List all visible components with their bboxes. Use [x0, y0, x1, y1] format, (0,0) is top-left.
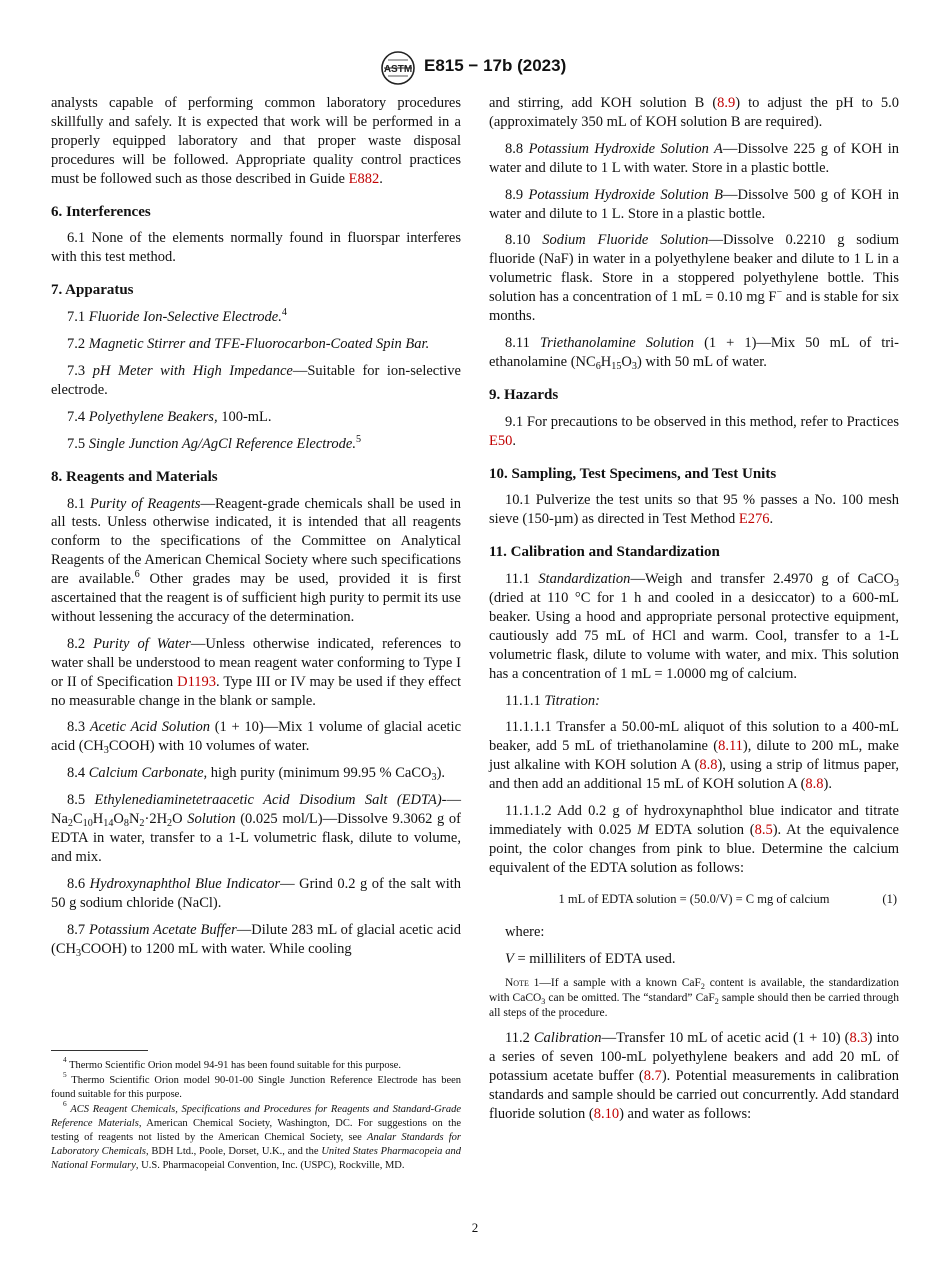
section-9-heading: 9. Hazards [489, 386, 559, 403]
para-8-1: 8.1 Purity of Reagents—Reagent-grade chemicals shall be used in all tests. Unless otherwise indicated, it is intended that all reagents conform to the specifications of the Committee on Analytical Reagents of the American Chemical Society where such specifications are available.$^6$ Other grades may be used, provided it is first ascertained that the reagent is of sufficient high purity to permit its use without lessening the accuracy of the determination. [51, 495, 462, 625]
note-1: Note 1—If a sample with a known CaF$_2$ content is available, the standardization with CaCO$_3$ can be omitted. The “standard” CaF$_2$ sample should then be carried through all steps of the procedure. [489, 977, 900, 1020]
para-9-1: 9.1 For precautions to be observed in this method, refer to Practices E50. [489, 413, 899, 449]
para-7-3: 7.3 pH Meter with High Impedance—Suitable for ion-selective electrode. [51, 362, 461, 398]
link-8-3[interactable]: 8.3 [849, 1030, 868, 1047]
link-8-9[interactable]: 8.9 [717, 95, 736, 111]
link-8-7[interactable]: 8.7 [643, 1068, 662, 1085]
para-8-11: 8.11 Triethanolamine Solution (1 + 1)—Mix 50 mL of tri-ethanolamine $(NC_6H_{15}O_3)$ with 50 mL of water. [489, 334, 899, 372]
equation-number: (1) [882, 891, 897, 906]
para-8-2: 8.2 Purity of Water—Unless otherwise indicated, references to water shall be understood to mean reagent water conforming to Type I or II of Specification D1193. Type III or IV may be used if they effect no measurable change in the blank or sample. [51, 635, 461, 709]
link-8-10[interactable]: 8.10 [593, 1106, 620, 1123]
footnotes [51, 1055, 462, 1174]
para-7-5: 7.5 Single Junction Ag/AgCl Reference Electrode.$^5$ [67, 433, 362, 452]
link-8-11[interactable]: 8.11 [718, 738, 743, 755]
logo-lettering: ASTM [383, 64, 413, 75]
para-8-7-continued: and stirring, add KOH solution B (8.9) to adjust the pH to 5.0 (approximately 350 mL of KOH solution B are required). [489, 95, 899, 130]
link-d1193[interactable]: D1193 [177, 673, 217, 690]
para-11-1: 11.1 Standardization—Weigh and transfer 2.4970 g of CaCO$_3$ (dried at 110 °C for 1 h and cooled in a desiccator) to a 600-mL beaker. Using a hood and appropriate personal protective equipment, cautiously add 75 mL of HCl and warm. Cool, transfer to a 1-L volumetric flask, dilute to volume with water, and mix. This solution has a concentration of 1 mL = 1.0000 mg of calcium. [489, 571, 899, 682]
equation-text: 1 mL of EDTA solution = (50.0/V) = C mg of calcium [558, 891, 830, 906]
link-8-8[interactable]: 8.8 [699, 757, 718, 774]
link-e276[interactable]: E276 [738, 511, 770, 528]
para-8-10: 8.10 Sodium Fluoride Solution—Dissolve 0.2210 g sodium fluoride (NaF) in water in a polyethylene beaker and dilute to 1 L in a volumetric flask. Store in a stoppered polyethylene bottle. This solution has a concentration of 1 mL = 0.10 mg F− and is stable for six months. [489, 232, 899, 325]
left-column [51, 94, 461, 966]
para-11-1-1: 11.1.1 Titration: [505, 692, 600, 709]
section-8-heading: 8. Reagents and Materials [51, 468, 218, 485]
footnote-divider [51, 1050, 148, 1051]
para-10-1: 10.1 Pulverize the test units so that 95 % passes a No. 100 mesh sieve (150-µm) as directed in Test Method E276. [489, 492, 899, 528]
para-8-4: 8.4 Calcium Carbonate, high purity (minimum 99.95 % CaCO$_3$). [67, 765, 446, 784]
section-6-heading: 6. Interferences [51, 203, 151, 220]
page-header [0, 50, 950, 86]
equation-1 [489, 890, 899, 909]
para-6-1: 6.1 None of the elements normally found in fluorspar interferes with this test method. [51, 230, 461, 266]
section-7-heading: 7. Apparatus [51, 282, 134, 299]
para-7-4: 7.4 Polyethylene Beakers, 100-mL. [67, 408, 272, 425]
page-number: 2 [471, 1220, 479, 1235]
para-11-2: 11.2 Calibration—Transfer 10 mL of acetic acid (1 + 10) (8.3) into a series of seven 100-mL polyethylene beakers and add 20 mL of potassium acetate buffer (8.7). Potential measurements in calibration standards and sample should be carried out concurrently. Add standard fluoride solution (8.10) and water as follows: [489, 1030, 900, 1123]
footnote-4: $^4$ Thermo Scientific Orion model 94-91 has been found suitable for this purpose. [63, 1055, 401, 1071]
astm-logo-icon [378, 50, 418, 86]
para-8-9: 8.9 Potassium Hydroxide Solution B—Dissolve 500 g of KOH in water and dilute to 1 L. Store in a plastic bottle. [489, 186, 900, 222]
link-8-5[interactable]: 8.5 [754, 822, 773, 838]
link-e50[interactable]: E50 [489, 432, 513, 449]
para-7-2: 7.2 Magnetic Stirrer and TFE-Fluorocarbon-Coated Spin Bar. [67, 336, 430, 353]
link-e882[interactable]: E882 [348, 170, 380, 187]
footnote-6: $^6$ ACS Reagent Chemicals, Specifications and Procedures for Reagents and Standard-Grade Reference Materials, American Chemical Society, Washington, DC. For suggestions on the testing of reagents not listed by the American Chemical Society, see Analar Standards for Laboratory Chemicals, BDH Ltd., Poole, Dorset, U.K., and the United States Pharmacopeia and National Formulary, U.S. Pharmacopeial Convention, Inc. (USPC), Rockville, MD. [51, 1099, 462, 1171]
document-designation: E815 − 17b (2023) [424, 56, 567, 75]
para-8-6: 8.6 Hydroxynaphthol Blue Indicator— Grind 0.2 g of the salt with 50 g sodium chloride (NaCl). [51, 875, 461, 911]
where-label: where: [505, 923, 545, 940]
intro-paragraph: analysts capable of performing common laboratory procedures skillfully and safely. It is expected that work will be performed in a properly equipped laboratory and that proper waste disposal procedures will be followed. Appropriate quality control practices must be followed such as those described in Guide E882. [51, 95, 461, 187]
para-8-7: 8.7 Potassium Acetate Buffer—Dilute 283 mL of glacial acetic acid $(CH_3COOH)$ to 1200 mL with water. While cooling [51, 921, 462, 959]
right-column [489, 94, 899, 1132]
variable-definition: V = milliliters of EDTA used. [505, 950, 676, 967]
section-10-heading: 10. Sampling, Test Specimens, and Test Units [489, 465, 777, 482]
para-8-5: 8.5 Ethylenediaminetetraacetic Acid Disodium Salt $(EDTA)-—Na_2C_{10}H_{14}O_8N_2\cdot 2H_2O$ Solution (0.025 mol/L)—Dissolve 9.3062 g of EDTA in water, transfer to a 1-L volumetric flask, dilute to volume, and mix. [51, 792, 461, 865]
para-8-8: 8.8 Potassium Hydroxide Solution A—Dissolve 225 g of KOH in water and dilute to 1 L with water. Store in a plastic bottle. [489, 140, 900, 176]
section-11-heading: 11. Calibration and Standardization [489, 544, 720, 561]
para-7-1: 7.1 Fluoride Ion-Selective Electrode.$^4$ [67, 307, 287, 326]
footnote-5: $^5$ Thermo Scientific Orion model 90-01-00 Single Junction Reference Electrode has been found suitable for this purpose. [51, 1070, 462, 1100]
para-11-1-1-2: 11.1.1.2 Add 0.2 g of hydroxynaphthol blue indicator and titrate immediately with 0.025 M EDTA solution (8.5). At the equivalence point, the color changes from pink to blue. Determine the calcium equivalent of the EDTA solution as follows: [489, 803, 899, 876]
link-8-8-second[interactable]: 8.8 [805, 776, 824, 793]
para-11-1-1-1: 11.1.1.1 Transfer a 50.00-mL aliquot of this solution to a 400-mL beaker, add 5 mL of triethanolamine (8.11), dilute to 200 mL, make just alkaline with KOH solution A (8.8), using a strip of litmus paper, and then add an additional 15 mL of KOH solution A (8.8). [489, 719, 900, 793]
para-8-3: 8.3 Acetic Acid Solution (1 + 10)—Mix 1 volume of glacial acetic acid $(CH_3COOH)$ with 10 volumes of water. [51, 719, 461, 757]
